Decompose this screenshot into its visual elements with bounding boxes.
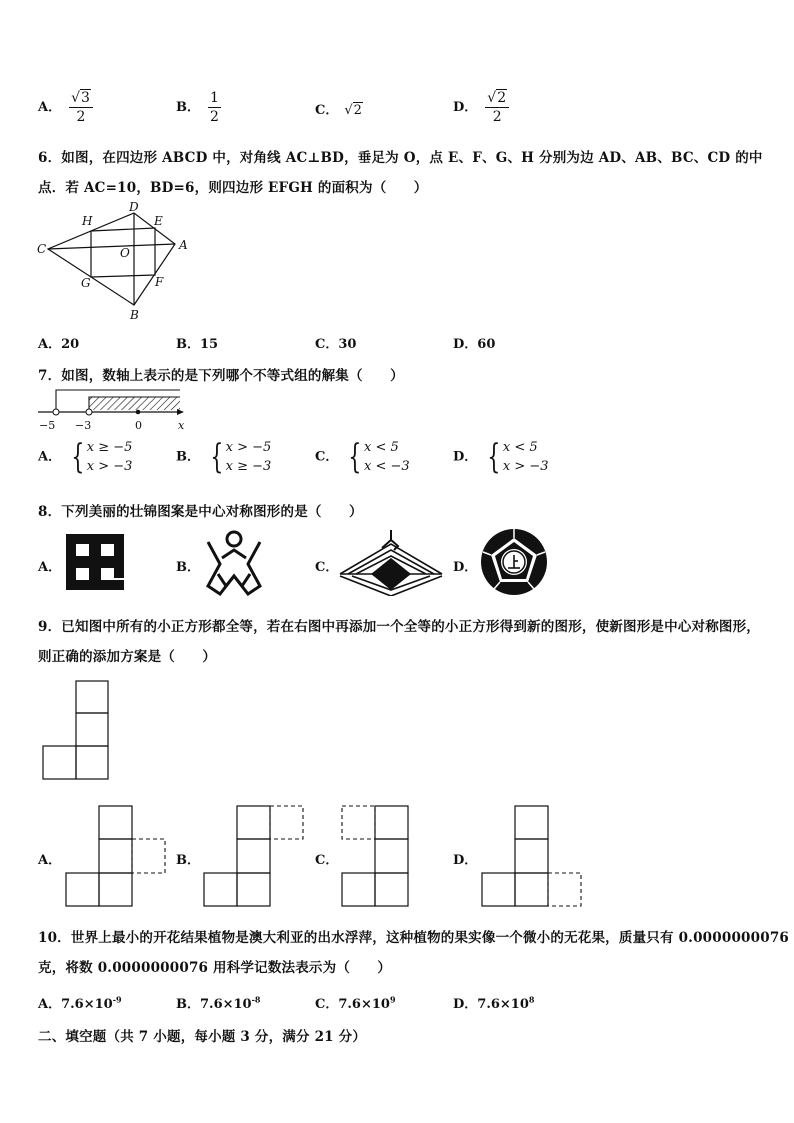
hatched-region <box>89 397 180 410</box>
label-e: E <box>154 214 163 228</box>
label-b: B <box>130 308 139 322</box>
q9-option-c-figure <box>340 804 446 908</box>
q10-option-d: D．$7.6\times 10^8$ <box>453 994 535 1012</box>
q7-option-a: A． { x ≥ −5 x > −3 <box>38 437 133 477</box>
q6-quadrilateral-figure <box>30 198 200 326</box>
q8-pattern-a-icon <box>62 530 128 594</box>
q7-option-b: B． { x > −5 x ≥ −3 <box>176 437 272 477</box>
open-point-minus3 <box>86 409 92 415</box>
tick-label-zero: 0 <box>135 419 142 432</box>
label-o: O <box>120 246 130 260</box>
q10-text-line2: 克，将数 0.0000000076 用科学记数法表示为（ ） <box>38 960 392 976</box>
diagonal-ac <box>48 244 175 249</box>
q8-option-c-label: C． <box>315 560 339 575</box>
q9-option-a-label: A． <box>38 853 62 868</box>
open-point-minus5 <box>53 409 59 415</box>
q5-option-d: D． $\frac{√2}{2}$ <box>453 90 509 125</box>
q6-option-c: C．30 <box>315 337 357 352</box>
q9-option-b-label: B． <box>176 853 200 868</box>
q6-option-a: A．20 <box>38 337 80 352</box>
q7-option-d: D． { x < 5 x > −3 <box>453 437 549 477</box>
label-a: A <box>179 238 188 252</box>
q5-option-a: A． $\frac{√3}{2}$ <box>38 90 93 125</box>
q9-text-line1: 9．已知图中所有的小正方形都全等，若在右图中再添加一个全等的小正方形得到新的图形，使新图形是中心对称图形， <box>38 619 760 635</box>
q10-option-c: C．$7.6\times 10^9$ <box>315 994 396 1012</box>
q7-text: 7．如图，数轴上表示的是下列哪个不等式组的解集（ ） <box>38 368 404 384</box>
q6-option-d: D．60 <box>453 337 496 352</box>
q9-option-b-figure <box>202 804 308 908</box>
q5-option-c: C． √2 <box>315 103 362 118</box>
q8-pattern-b-icon <box>198 528 268 598</box>
label-h: H <box>82 214 93 228</box>
section-2-title: 二、填空题（共 7 小题，每小题 3 分，满分 21 分） <box>38 1029 367 1045</box>
axis-label-x: x <box>178 419 185 432</box>
q7-number-line <box>34 384 194 432</box>
q8-option-a-label: A． <box>38 560 62 575</box>
q8-pattern-d-icon <box>478 528 550 596</box>
q6-option-b: B．15 <box>176 337 219 352</box>
q9-original-figure <box>40 680 110 782</box>
label-d: D <box>129 200 139 214</box>
q10-option-b: B．$7.6\times 10^{-8}$ <box>176 994 261 1012</box>
q9-option-d-figure <box>480 804 586 908</box>
q10-text-line1: 10．世界上最小的开花结果植物是澳大利亚的出水浮萍，这种植物的果实像一个微小的无花果，质量只有 0.0000000076 <box>38 930 790 946</box>
tick-label-minus3: −3 <box>75 419 92 432</box>
q8-pattern-c-icon <box>338 526 444 596</box>
label-g: G <box>81 276 91 290</box>
tick-label-minus5: −5 <box>39 419 56 432</box>
label-c: C <box>37 242 47 256</box>
q9-option-a-figure <box>64 804 170 908</box>
q7-option-c: C． { x < 5 x < −3 <box>315 437 410 477</box>
q6-text-line1: 6．如图，在四边形 ABCD 中，对角线 AC⊥BD，垂足为 O，点 E、F、G、H 分别为边 AD、AB、BC、CD 的中 <box>38 150 763 166</box>
q9-text-line2: 则正确的添加方案是（ ） <box>38 649 217 665</box>
q10-option-a: A．$7.6\times 10^{-9}$ <box>38 994 122 1012</box>
point-zero <box>136 410 141 415</box>
q6-text-line2: 点．若 AC=10，BD=6，则四边形 EFGH 的面积为（ ） <box>38 180 428 196</box>
q9-option-c-label: C． <box>315 853 339 868</box>
q8-text: 8．下列美丽的壮锦图案是中心对称图形的是（ ） <box>38 504 363 520</box>
q9-option-d-label: D． <box>453 853 478 868</box>
q5-option-b: B． $\frac{1}{2}$ <box>176 90 219 125</box>
label-f: F <box>155 275 164 289</box>
q8-option-d-label: D． <box>453 560 478 575</box>
q8-option-b-label: B． <box>176 560 200 575</box>
